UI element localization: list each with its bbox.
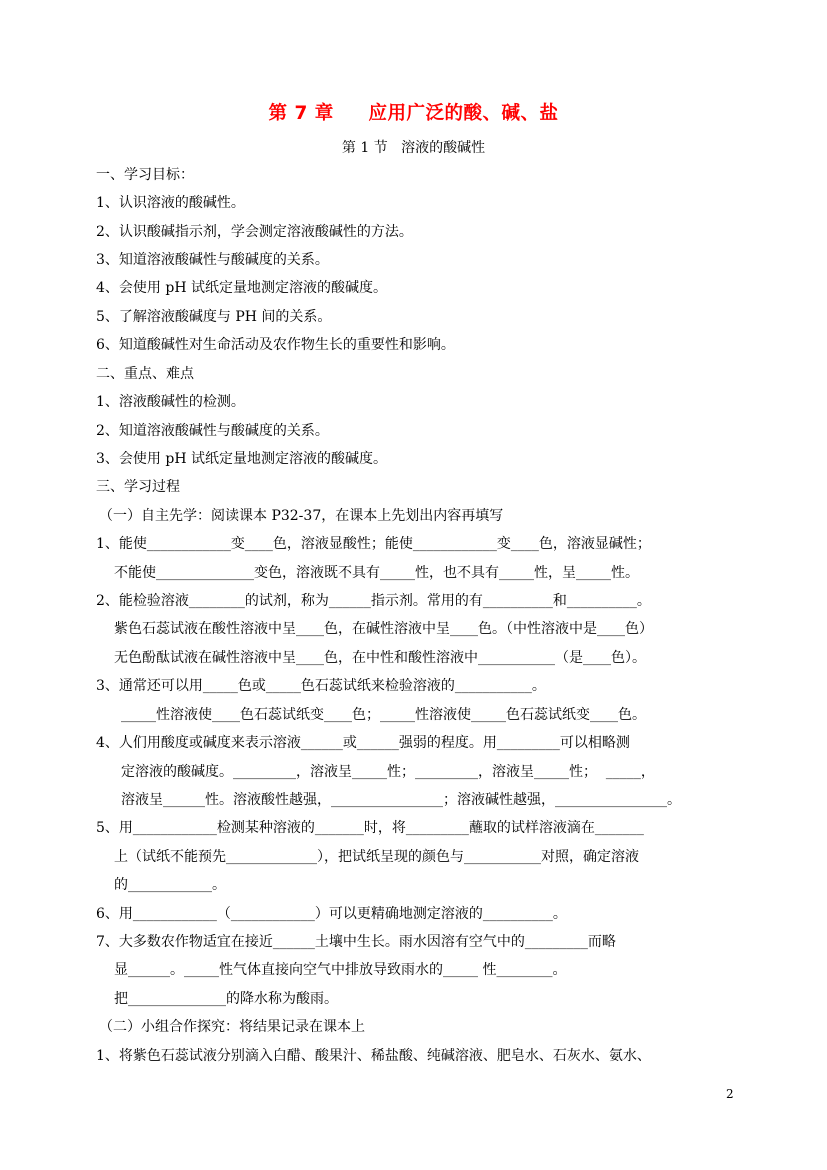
goal-line: 2、认识酸碱指示剂，学会测定溶液酸碱性的方法。 [96, 224, 413, 240]
exercise-line: 把______________的降水称为酸雨。 [114, 991, 338, 1007]
exercise-line: 4、人们用酸度或碱度来表示溶液______或______强弱的程度。用_________可以相略测 [96, 735, 630, 751]
subheading-self-study: （一）自主先学：阅读课本 P32-37，在课本上先划出内容再填写 [99, 508, 504, 524]
exercise-line: 定溶液的酸碱度。_________，溶液呈_____性；_________，溶液呈_____性； _____， [121, 764, 655, 780]
key-point-line: 2、知道溶液酸碱性与酸碱度的关系。 [96, 423, 329, 439]
heading-key-points: 二、重点、难点 [96, 366, 194, 382]
goal-line: 6、知道酸碱性对生命活动及农作物生长的重要性和影响。 [96, 337, 455, 353]
exercise-line: 的____________。 [114, 877, 226, 893]
page-number: 2 [726, 1087, 734, 1101]
exercise-line: 6、用____________（____________）可以更精确地测定溶液的__________。 [96, 906, 567, 922]
exercise-line: 显______。_____性气体直接向空气中排放导致雨水的_____ 性________。 [114, 962, 567, 978]
exercise-line: 3、通常还可以用_____色或_____色石蕊试纸来检验溶液的___________。 [96, 678, 546, 694]
heading-learning-goals: 一、学习目标： [96, 167, 194, 183]
goal-line: 1、认识溶液的酸碱性。 [96, 195, 245, 211]
exercise-line: 5、用____________检测某种溶液的_______时，将_________蘸取的试样溶液滴在_______ [96, 820, 644, 836]
goal-line: 5、了解溶液酸碱度与 PH 间的关系。 [96, 309, 332, 325]
heading-learning-process: 三、学习过程 [96, 479, 180, 495]
exercise-line: 2、能检验溶液________的试剂，称为______指示剂。常用的有__________和__________。 [96, 593, 651, 609]
key-point-line: 1、溶液酸碱性的检测。 [96, 394, 245, 410]
exercise-line: 紫色石蕊试液在酸性溶液中呈____色，在碱性溶液中呈____色。（中性溶液中是____色） [114, 621, 653, 637]
chapter-title: 第 7 章 应用广泛的酸、碱、盐 [268, 103, 559, 124]
goal-line: 4、会使用 pH 试纸定量地测定溶液的酸碱度。 [96, 280, 387, 296]
exercise-line: 不能使______________变色，溶液既不具有_____性，也不具有_____性，呈_____性。 [114, 565, 639, 581]
exercise-line: 无色酚酞试液在碱性溶液中呈____色，在中性和酸性溶液中___________（是____色）。 [114, 650, 646, 666]
exercise-line: 1、将紫色石蕊试液分别滴入白醋、酸果汁、稀盐酸、纯碱溶液、肥皂水、石灰水、氨水、 [96, 1048, 651, 1064]
goal-line: 3、知道溶液酸碱性与酸碱度的关系。 [96, 252, 329, 268]
key-point-line: 3、会使用 pH 试纸定量地测定溶液的酸碱度。 [96, 451, 387, 467]
subheading-group-study: （二）小组合作探究：将结果记录在课本上 [99, 1019, 365, 1035]
exercise-line: 溶液呈______性。溶液酸性越强，________________；溶液碱性越强，________________。 [121, 792, 681, 808]
exercise-line: 上（试纸不能预先_____________），把试纸呈现的颜色与___________对照，确定溶液 [114, 849, 639, 865]
section-title: 第 1 节 溶液的酸碱性 [341, 140, 486, 156]
exercise-line: 7、大多数农作物适宜在接近______土壤中生长。雨水因溶有空气中的_________而略 [96, 934, 616, 950]
exercise-line: _____性溶液使____色石蕊试纸变____色；_____性溶液使_____色石蕊试纸变____色。 [121, 707, 646, 723]
exercise-line: 1、能使____________变____色，溶液显酸性；能使____________变____色，溶液显碱性； [96, 536, 651, 552]
